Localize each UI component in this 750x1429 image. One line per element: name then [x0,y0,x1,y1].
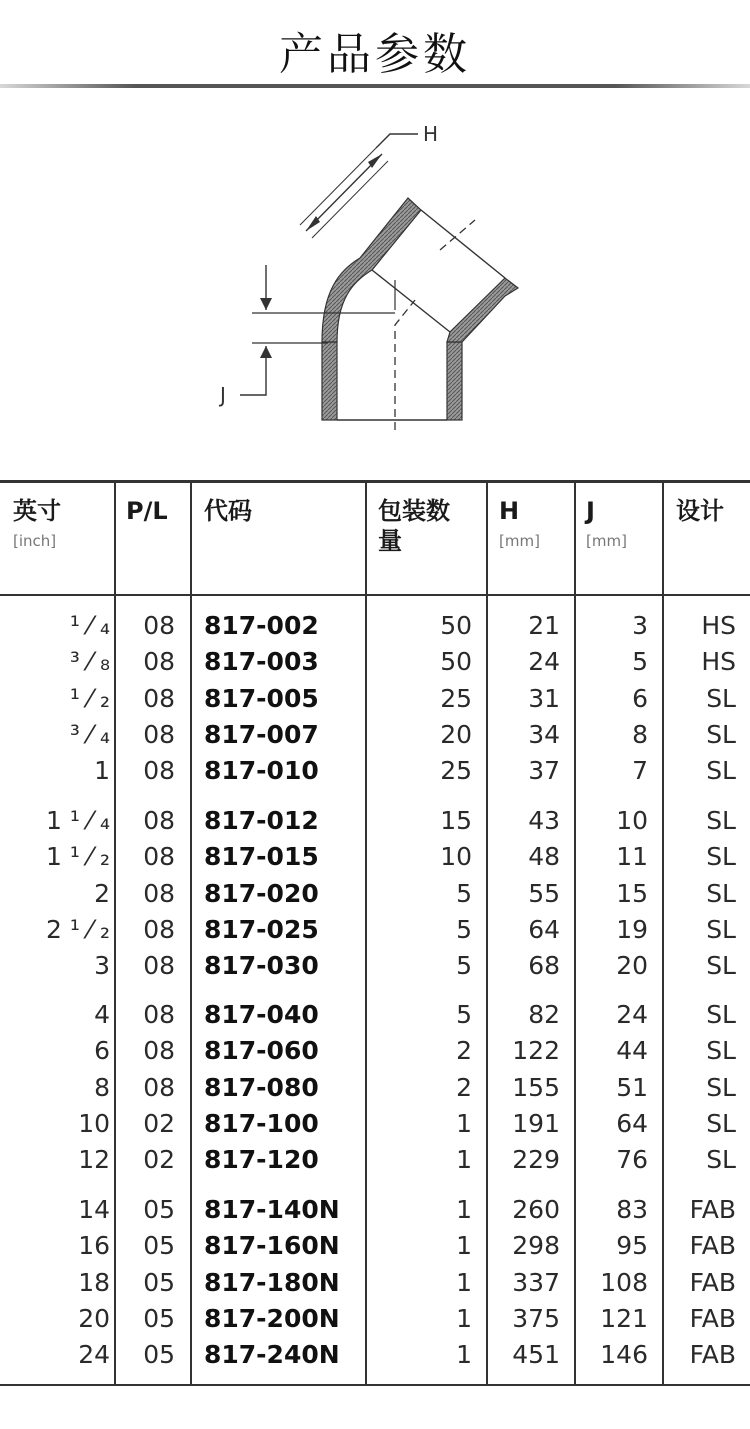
cell-qty: 5 [456,1000,472,1029]
cell-inch: 1 ¹ ⁄ ₄ [46,806,110,835]
header-h: H [mm] [499,497,540,550]
cell-pl: 08 [143,647,175,677]
cell-code: 817-140N [204,1195,340,1224]
table-row [0,1106,750,1142]
header-code: 代码 [204,497,252,525]
cell-h: 155 [512,1072,560,1102]
cell-code: 817-080 [204,1072,319,1102]
cell-inch: 20 [78,1303,110,1333]
cell-qty: 5 [456,878,472,908]
cell-qty: 1 [456,1267,472,1297]
cell-pl: 08 [143,951,175,981]
table-row [0,1265,750,1301]
cell-inch: ³ ⁄ ₈ [69,647,110,677]
cell-design: FAB [689,1303,736,1333]
cell-j: 108 [600,1267,648,1297]
cell-pl: 05 [143,1195,175,1224]
dimension-j-label: J [220,383,226,407]
cell-j: 7 [632,756,648,786]
cell-design: SL [706,914,736,944]
table-row [0,948,750,984]
cell-j: 15 [616,878,648,908]
title-divider [0,84,750,88]
cell-qty: 25 [440,683,472,713]
cell-h: 34 [528,719,560,749]
table-row [0,1192,750,1228]
cell-h: 68 [528,951,560,981]
page-title: 产品参数 [279,29,471,80]
cell-design: SL [706,878,736,908]
cell-design: SL [706,1036,736,1066]
table-row [0,608,750,644]
cell-inch: 12 [78,1145,110,1175]
table-row [0,876,750,912]
cell-j: 10 [616,806,648,835]
cell-inch: 8 [94,1072,110,1102]
cell-j: 76 [616,1145,648,1175]
cell-inch: 24 [78,1340,110,1370]
cell-inch: 3 [94,951,110,981]
cell-qty: 5 [456,951,472,981]
cell-j: 20 [616,951,648,981]
table-row [0,644,750,680]
cell-pl: 08 [143,914,175,944]
cell-inch: 2 [94,878,110,908]
cell-code: 817-015 [204,842,319,872]
cell-design: SL [706,719,736,749]
cell-design: SL [706,1145,736,1175]
table-row [0,753,750,789]
cell-pl: 05 [143,1303,175,1333]
cell-qty: 25 [440,756,472,786]
cell-pl: 08 [143,1072,175,1102]
cell-qty: 5 [456,914,472,944]
table-row [0,1337,750,1373]
table-row [0,681,750,717]
cell-code: 817-005 [204,683,319,713]
cell-qty: 50 [440,647,472,677]
cell-inch: 2 ¹ ⁄ ₂ [46,914,110,944]
cell-j: 8 [632,719,648,749]
cell-design: FAB [689,1340,736,1370]
cell-j: 11 [616,842,648,872]
cell-h: 82 [528,1000,560,1029]
cell-j: 6 [632,683,648,713]
cell-code: 817-025 [204,914,319,944]
table-row [0,1228,750,1264]
elbow-fitting-diagram [200,110,540,440]
cell-qty: 15 [440,806,472,835]
table-row-group [0,1192,750,1373]
cell-code: 817-020 [204,878,319,908]
cell-design: HS [701,647,736,677]
cell-h: 55 [528,878,560,908]
cell-h: 37 [528,756,560,786]
cell-qty: 50 [440,611,472,640]
cell-code: 817-120 [204,1145,319,1175]
cell-code: 817-007 [204,719,319,749]
cell-h: 64 [528,914,560,944]
cell-h: 451 [512,1340,560,1370]
cell-code: 817-030 [204,951,319,981]
cell-pl: 08 [143,878,175,908]
cell-h: 191 [512,1108,560,1138]
cell-code: 817-040 [204,1000,319,1029]
cell-qty: 1 [456,1145,472,1175]
cell-h: 21 [528,611,560,640]
table-row-group [0,997,750,1178]
cell-design: SL [706,756,736,786]
table-top-rule [0,480,750,483]
cell-inch: 1 ¹ ⁄ ₂ [46,842,110,872]
cell-h: 43 [528,806,560,835]
cell-pl: 05 [143,1340,175,1370]
cell-code: 817-002 [204,611,319,640]
cell-h: 298 [512,1231,560,1261]
cell-pl: 08 [143,1036,175,1066]
header-qty: 包装数 量 [378,497,450,555]
table-header-rule [0,594,750,596]
cell-code: 817-200N [204,1303,340,1333]
cell-inch: ³ ⁄ ₄ [69,719,110,749]
cell-inch: 10 [78,1108,110,1138]
cell-design: SL [706,951,736,981]
cell-j: 44 [616,1036,648,1066]
cell-design: SL [706,1072,736,1102]
table-row [0,717,750,753]
cell-pl: 08 [143,1000,175,1029]
table-row [0,1301,750,1337]
cell-h: 31 [528,683,560,713]
cell-inch: ¹ ⁄ ₄ [69,611,110,640]
cell-design: SL [706,1108,736,1138]
cell-pl: 08 [143,719,175,749]
table-row [0,912,750,948]
cell-design: FAB [689,1231,736,1261]
cell-pl: 05 [143,1267,175,1297]
cell-code: 817-012 [204,806,319,835]
table-row-group [0,608,750,789]
header-pl: P/L [126,497,168,525]
cell-design: SL [706,842,736,872]
cell-pl: 02 [143,1108,175,1138]
cell-j: 95 [616,1231,648,1261]
cell-qty: 1 [456,1340,472,1370]
cell-code: 817-180N [204,1267,340,1297]
table-bottom-rule [0,1384,750,1386]
cell-inch: 6 [94,1036,110,1066]
cell-code: 817-100 [204,1108,319,1138]
table-row-group [0,803,750,984]
cell-j: 24 [616,1000,648,1029]
cell-j: 3 [632,611,648,640]
cell-pl: 05 [143,1231,175,1261]
cell-j: 19 [616,914,648,944]
cell-design: SL [706,806,736,835]
cell-h: 337 [512,1267,560,1297]
cell-j: 51 [616,1072,648,1102]
cell-design: SL [706,683,736,713]
table-row [0,803,750,839]
table-row [0,839,750,875]
cell-j: 146 [600,1340,648,1370]
table-row [0,1070,750,1106]
cell-j: 121 [600,1303,648,1333]
header-design: 设计 [676,497,724,525]
cell-qty: 1 [456,1303,472,1333]
cell-j: 83 [616,1195,648,1224]
cell-qty: 1 [456,1108,472,1138]
cell-j: 5 [632,647,648,677]
cell-pl: 08 [143,806,175,835]
cell-design: FAB [689,1267,736,1297]
cell-inch: 4 [94,1000,110,1029]
header-inch: 英寸 [inch] [13,497,61,550]
table-row [0,1142,750,1178]
cell-pl: 02 [143,1145,175,1175]
cell-pl: 08 [143,611,175,640]
cell-qty: 2 [456,1036,472,1066]
cell-h: 24 [528,647,560,677]
header-j: J [mm] [586,497,627,550]
cell-code: 817-010 [204,756,319,786]
cell-inch: 18 [78,1267,110,1297]
cell-design: HS [701,611,736,640]
cell-code: 817-160N [204,1231,340,1261]
cell-qty: 10 [440,842,472,872]
cell-inch: 16 [78,1231,110,1261]
cell-qty: 2 [456,1072,472,1102]
table-row [0,997,750,1033]
cell-design: SL [706,1000,736,1029]
cell-qty: 1 [456,1231,472,1261]
cell-qty: 1 [456,1195,472,1224]
cell-pl: 08 [143,842,175,872]
cell-pl: 08 [143,683,175,713]
cell-code: 817-003 [204,647,319,677]
cell-h: 375 [512,1303,560,1333]
cell-pl: 08 [143,756,175,786]
cell-h: 229 [512,1145,560,1175]
cell-code: 817-240N [204,1340,340,1370]
cell-h: 48 [528,842,560,872]
cell-qty: 20 [440,719,472,749]
cell-j: 64 [616,1108,648,1138]
table-row [0,1033,750,1069]
cell-design: FAB [689,1195,736,1224]
cell-h: 122 [512,1036,560,1066]
cell-inch: 14 [78,1195,110,1224]
cell-inch: ¹ ⁄ ₂ [69,683,110,713]
cell-h: 260 [512,1195,560,1224]
dimension-h-label: H [423,122,439,146]
cell-inch: 1 [94,756,110,786]
cell-code: 817-060 [204,1036,319,1066]
